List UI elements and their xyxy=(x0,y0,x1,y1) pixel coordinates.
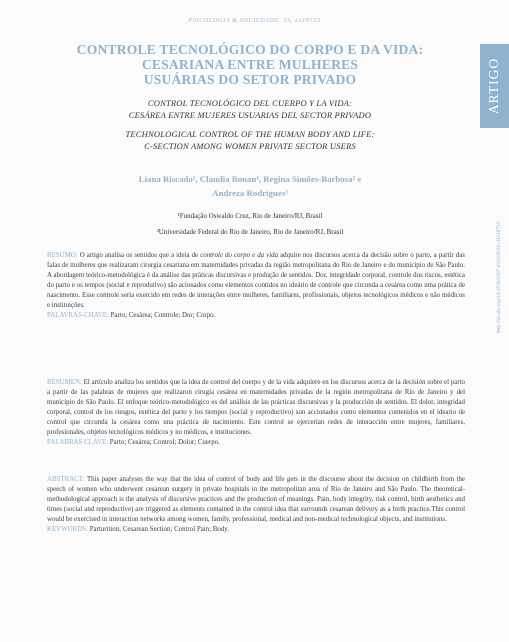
article-type-tab xyxy=(480,44,509,128)
title-pt-line: CESARIANA ENTRE MULHERES xyxy=(141,57,359,72)
palabras-clave-label: PALABRAS CLAVE: xyxy=(47,439,109,446)
authors-line: Andreza Rodrigues² xyxy=(212,188,288,198)
abstract-text: This paper analyses the way that the idea of control of body and life gets in the discourse about the decision on childbirth from the speech of women who underwent cesarean surgery in private hospitals in the metropolitan area of Rio de Janeiro and São Paulo. The theoretical-methodological approach is the analysis of discursive practices and the production of meanings. Pain, body integrity, risk control, birth aesthetics and times (social and reproductive) are triggered as elements contained in the control idea that surrounds cesarean delivery as a birth practice.This control would be exercised in interaction networks among women, family, professional, medical and non-medical technological objects, and institutions. xyxy=(47,476,465,523)
resumen-text: El artículo analiza los sentidos que la idea de control del cuerpo y de la vida adquiere en los discursos acerca de la decisión sobre el parto a partir de las palabras de mujeres que realizaron cirugía cesárea en maternidades privadas de la región metropolitana de Río de Janeiro y del municipio de São Paulo. El enfoque teórico-metodológico es del análisis de las prácticas discursivas y la producción de sentidos. El dolor, integridad corporal, control de los riesgos, estética del parto y los tiempos (social y reproductivo) son accionados como elementos contenidos en el ideario de control que circunda la cesárea como una práctica de nacimiento. Este control se ejercerían redes de interacción entre mujeres, familiares, profesionales, objetos tecnológicos médicos y no médicos, e instituciones. xyxy=(47,379,465,436)
title-es-line: CESÁREA ENTRE MUJERES USUARIAS DEL SECTOR PRIVADO xyxy=(128,110,372,120)
article-type-label: ARTIGO xyxy=(486,57,502,115)
resumo-text-start: O artigo analisa os sentidos que a ideia de xyxy=(77,252,201,259)
palavras-chave-label: PALAVRAS-CHAVE: xyxy=(47,312,109,319)
title-spanish xyxy=(50,97,450,121)
doi-link[interactable]: http://dx.doi.org/10.1590/1807-0310/2021v33219733 xyxy=(496,222,502,333)
title-en-line: C-SECTION AMONG WOMEN PRIVATE SECTOR USERS xyxy=(144,141,356,151)
resumo-body xyxy=(47,251,465,311)
affiliation-1: ¹Fundação Oswaldo Cruz, Rio de Janeiro/RJ, Brasil xyxy=(177,212,323,220)
resumo-text-end: adquire nos discursos acerca da decisão sobre o parto, a partir das falas de mulheres que realizaram cirurgia cesariana em maternidades privadas da região metropolitana do Rio de Janeiro e do município de São Paulo. A abordagem teórico-metodológica é da análise das práticas discursivas e produção de sentidos. Dor, integridade corporal, controle dos riscos, estética do parto e os tempos (social e reprodutivo) são acionados como elementos contidos no ideário de controle que circunda a cesárea como uma prática de nascimento. Esse controle seria exercido em redes de interações entre mulheres, familiares, profissionais, objetos tecnológicos médicos e não médicos e instituições. xyxy=(47,252,465,309)
palavras-chave xyxy=(47,311,465,321)
journal-header: PSICOLOGIA & SOCIEDADE, 33, e219733 xyxy=(188,17,321,24)
abstract-portuguese xyxy=(47,251,465,321)
resumo-label: RESUMO: xyxy=(47,252,78,259)
abstract-spanish xyxy=(47,378,465,448)
title-en-line: TECHNOLOGICAL CONTROL OF THE HUMAN BODY AND LIFE: xyxy=(125,129,375,139)
affiliation-2: ²Universidade Federal do Rio de Janeiro, Rio de Janeiro/RJ, Brasil xyxy=(156,228,344,236)
title-pt-line: CONTROLE TECNOLÓGICO DO CORPO E DA VIDA: xyxy=(76,42,424,57)
authors-line: Liana Riscado¹, Claudia Bonan¹, Regina Simões-Barbosa² e xyxy=(138,174,362,184)
title-pt-line: USUÁRIAS DO SETOR PRIVADO xyxy=(143,72,357,87)
abstract-label: ABSTRACT: xyxy=(47,476,85,483)
abstract-body xyxy=(47,475,465,525)
title-es-line: CONTROL TECNOLÓGICO DEL CUERPO Y LA VIDA: xyxy=(147,98,353,108)
palabras-clave-text: Parto; Cesárea; Control; Dolor; Cuerpo. xyxy=(108,439,220,446)
keywords-text: Parturition; Cesarean Section; Control Pain; Body. xyxy=(87,526,229,533)
title-portuguese xyxy=(50,42,450,87)
keywords-label: KEYWORDS: xyxy=(47,526,88,533)
affiliations xyxy=(50,208,450,240)
abstract-english xyxy=(47,475,465,535)
resumo-italic: controle do corpo e da vida xyxy=(200,252,279,259)
resumen-label: RESUMEN: xyxy=(47,379,82,386)
palabras-clave xyxy=(47,438,465,448)
title-english xyxy=(50,128,450,152)
palavras-chave-text: Parto; Cesárea; Controle; Dor; Corpo. xyxy=(108,312,216,319)
author-list xyxy=(50,172,450,200)
keywords xyxy=(47,525,465,535)
resumen-body xyxy=(47,378,465,438)
